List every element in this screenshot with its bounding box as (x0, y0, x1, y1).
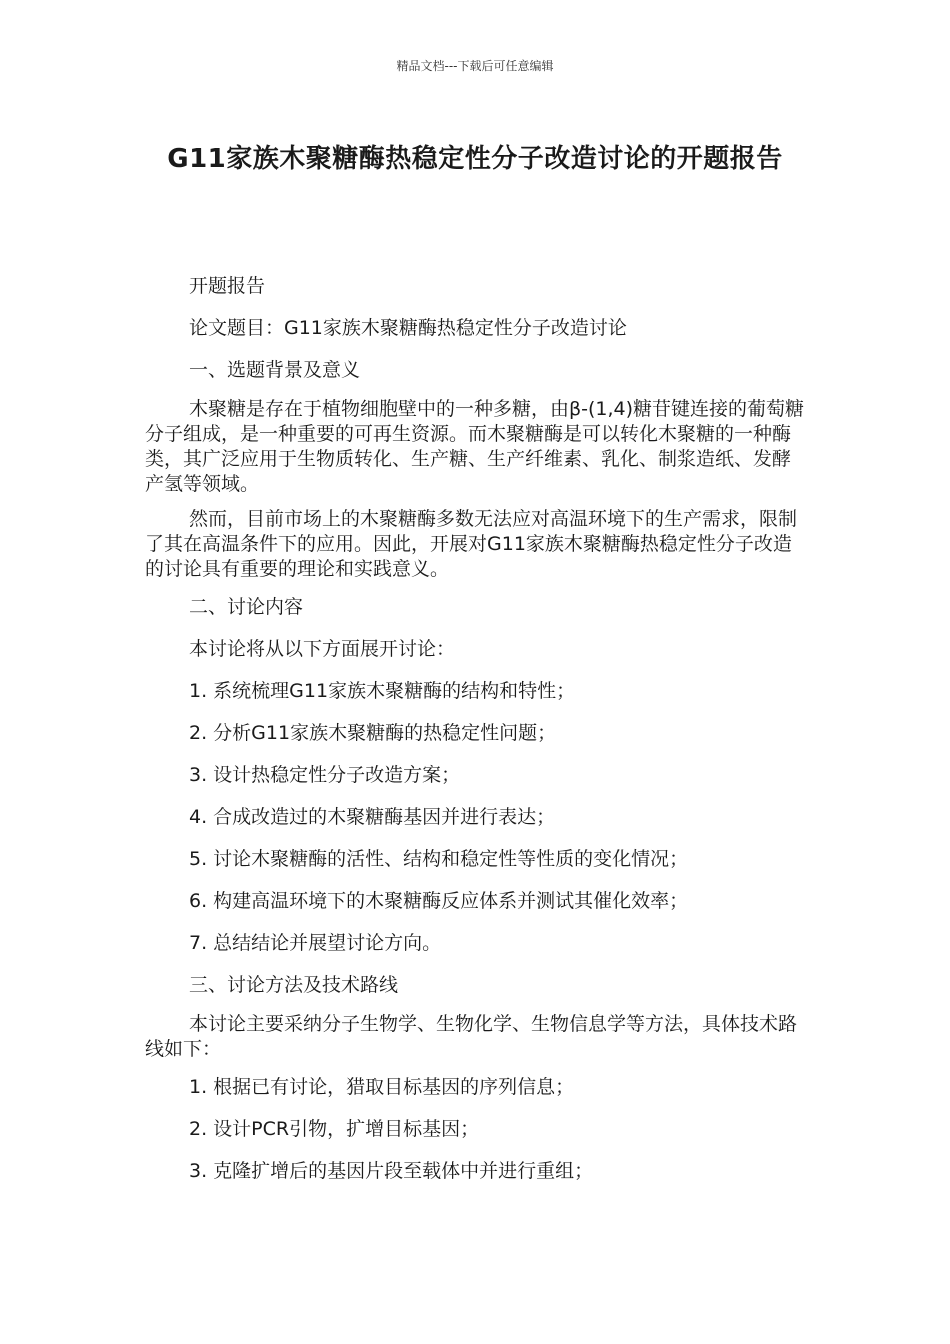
section3-intro: 本讨论主要采纳分子生物学、生物化学、生物信息学等方法，具体技术路线如下： (145, 1013, 798, 1060)
section2-item: 1. 系统梳理G11家族木聚糖酶的结构和特性； (189, 680, 576, 702)
document-body (145, 271, 805, 1198)
section2-item: 6. 构建高温环境下的木聚糖酶反应体系并测试其催化效率； (189, 890, 689, 912)
section2-title: 二、讨论内容 (189, 596, 304, 618)
section2-item: 7. 总结结论并展望讨论方向。 (189, 932, 442, 954)
section3-item: 3. 克隆扩增后的基因片段至载体中并进行重组； (189, 1160, 594, 1182)
page-header: 精品文档---下载后可任意编辑 (396, 59, 554, 73)
document-title: G11家族木聚糖酶热稳定性分子改造讨论的开题报告 (167, 144, 783, 174)
section2-item: 2. 分析G11家族木聚糖酶的热稳定性问题； (189, 722, 557, 744)
heading-report: 开题报告 (189, 275, 266, 297)
section1-paragraph-2: 然而，目前市场上的木聚糖酶多数无法应对高温环境下的生产需求，限制了其在高温条件下的应用。因此，开展对G11家族木聚糖酶热稳定性分子改造的讨论具有重要的理论和实践意义。 (145, 508, 798, 580)
section2-item: 4. 合成改造过的木聚糖酶基因并进行表达； (189, 806, 556, 828)
section3-title: 三、讨论方法及技术路线 (189, 974, 399, 996)
section2-item: 5. 讨论木聚糖酶的活性、结构和稳定性等性质的变化情况； (189, 848, 689, 870)
thesis-title: 论文题目：G11家族木聚糖酶热稳定性分子改造讨论 (189, 317, 627, 339)
section1-paragraph-1: 木聚糖是存在于植物细胞壁中的一种多糖，由β-(1,4)糖苷键连接的葡萄糖分子组成，是一种重要的可再生资源。而木聚糖酶是可以转化木聚糖的一种酶类，其广泛应用于生物质转化、生产糖、生产纤维素、乳化、制浆造纸、发酵产氢等领域。 (145, 398, 805, 495)
section3-item: 2. 设计PCR引物，扩增目标基因； (189, 1118, 480, 1140)
section2-intro: 本讨论将从以下方面展开讨论： (189, 638, 456, 660)
section2-item: 3. 设计热稳定性分子改造方案； (189, 764, 461, 786)
section1-title: 一、选题背景及意义 (189, 359, 361, 381)
section3-item: 1. 根据已有讨论，猎取目标基因的序列信息； (189, 1076, 575, 1098)
